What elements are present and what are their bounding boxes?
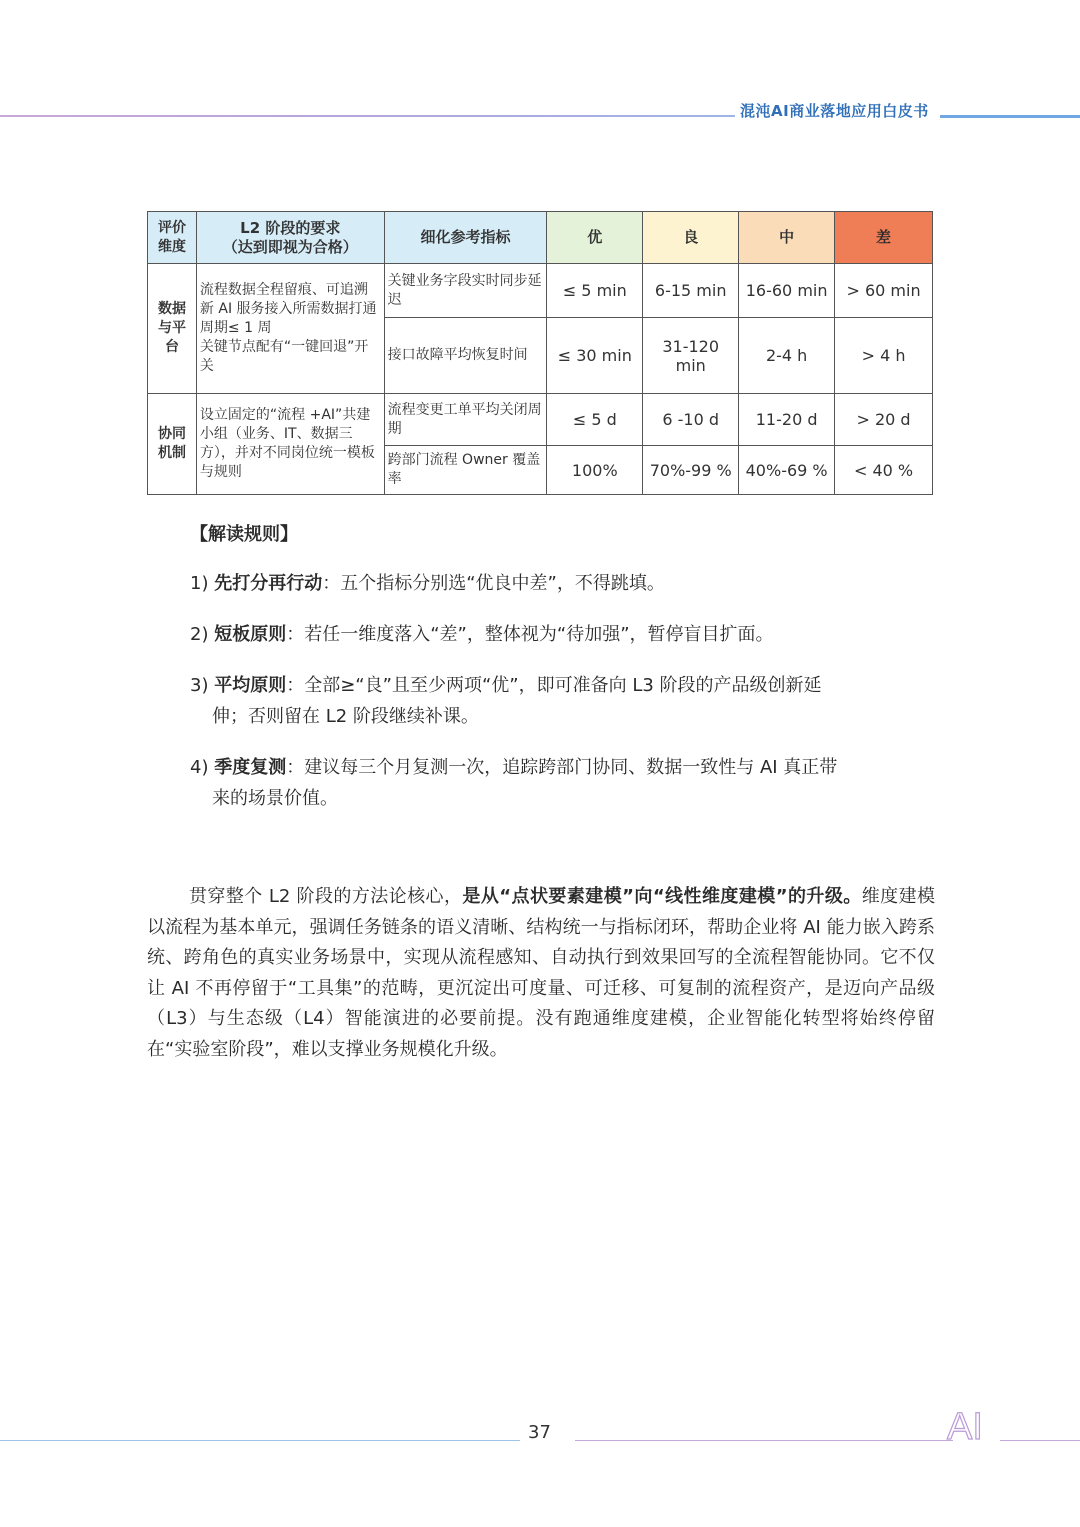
rule-heading: 季度复测 <box>214 757 287 778</box>
rule-text-continued: 来的场景价值。 <box>212 788 338 809</box>
excellent-cell: ≤ 30 min <box>547 318 643 394</box>
indicator-cell: 关键业务字段实时同步延迟 <box>384 264 547 318</box>
rule-item <box>190 568 935 599</box>
table-row <box>148 264 933 318</box>
rules-title: 【解读规则】 <box>190 524 298 545</box>
rule-text: ：建议每三个月复测一次，追踪跨部门协同、数据一致性与 AI 真正带 <box>286 757 838 778</box>
header-requirement-line1: L2 阶段的要求 <box>240 218 341 237</box>
header-dimension: 评价维度 <box>148 212 197 264</box>
rule-heading: 短板原则 <box>214 624 287 645</box>
header-indicator: 细化参考指标 <box>384 212 547 264</box>
poor-cell: < 40 % <box>835 446 933 495</box>
rule-text: ：全部≥“良”且至少两项“优”，即可准备向 L3 阶段的产品级创新延 <box>286 675 822 696</box>
rule-text: ：五个指标分别选“优良中差”，不得跳填。 <box>322 573 665 594</box>
paragraph-bold: 是从“点状要素建模”向“线性维度建模”的升级。 <box>462 886 862 907</box>
poor-cell: > 20 d <box>835 394 933 446</box>
rule-text-continued: 伸；否则留在 L2 阶段继续补课。 <box>212 706 479 727</box>
good-cell: 6 -10 d <box>643 394 739 446</box>
document-title: 混沌AI商业落地应用白皮书 <box>740 102 929 120</box>
good-cell: 6-15 min <box>643 264 739 318</box>
footer-rule-right <box>575 1440 953 1441</box>
rule-number: 2) <box>190 624 209 645</box>
indicator-cell: 跨部门流程 Owner 覆盖率 <box>384 446 547 495</box>
medium-cell: 11-20 d <box>739 394 835 446</box>
requirement-cell: 流程数据全程留痕、可追溯 新 AI 服务接入所需数据打通周期≤ 1 周 关键节点配有“一键回退”开关 <box>196 264 384 394</box>
footer-rule-left <box>0 1440 520 1441</box>
poor-cell: > 60 min <box>835 264 933 318</box>
rule-item <box>190 670 935 732</box>
rule-text: ：若任一维度落入“差”，整体视为“待加强”，暂停盲目扩面。 <box>286 624 774 645</box>
good-cell: 70%-99 % <box>643 446 739 495</box>
page-number: 37 <box>528 1422 551 1443</box>
rule-item <box>190 619 935 650</box>
rule-number: 1) <box>190 573 209 594</box>
poor-cell: > 4 h <box>835 318 933 394</box>
dimension-cell: 协同机制 <box>148 394 197 495</box>
excellent-cell: ≤ 5 min <box>547 264 643 318</box>
indicator-cell: 流程变更工单平均关闭周期 <box>384 394 547 446</box>
header-rule-right <box>940 115 1080 118</box>
ai-logo <box>945 1405 1005 1447</box>
evaluation-table <box>147 211 933 495</box>
table-row <box>148 394 933 446</box>
requirement-cell: 设立固定的“流程 +AI”共建小组（业务、IT、数据三方），并对不同岗位统一模板与规则 <box>196 394 384 495</box>
header-rule-left <box>0 115 735 117</box>
medium-cell: 40%-69 % <box>739 446 835 495</box>
ai-logo-text: AI <box>947 1406 983 1443</box>
indicator-cell: 接口故障平均恢复时间 <box>384 318 547 394</box>
excellent-cell: 100% <box>547 446 643 495</box>
dimension-cell: 数据与平台 <box>148 264 197 394</box>
rule-number: 3) <box>190 675 209 696</box>
header-requirement <box>196 212 384 264</box>
header-requirement-line2: （达到即视为合格） <box>222 237 358 256</box>
paragraph-rest: 维度建模以流程为基本单元，强调任务链条的语义清晰、结构统一与指标闭环，帮助企业将 AI 能力嵌入跨系统、跨角色的真实业务场景中，实现从流程感知、自动执行到效果回写的全流程智能协同。它不仅让 AI 不再停留于“工具集”的范畴，更沉淀出可度量、可迁移、可复制的流程资产，是迈向产品级（L3）与生态级（L4）智能演进的必要前提。没有跑通维度建模，企业智能化转型将始终停留在“实验室阶段”，难以支撑业务规模化升级。 <box>147 886 936 1060</box>
header-good: 良 <box>643 212 739 264</box>
footer-rule-end <box>1000 1440 1080 1441</box>
rule-number: 4) <box>190 757 209 778</box>
paragraph-intro: 贯穿整个 L2 阶段的方法论核心， <box>189 886 463 907</box>
medium-cell: 16-60 min <box>739 264 835 318</box>
excellent-cell: ≤ 5 d <box>547 394 643 446</box>
header-excellent: 优 <box>547 212 643 264</box>
header-poor: 差 <box>835 212 933 264</box>
rule-heading: 平均原则 <box>214 675 287 696</box>
rule-item <box>190 752 935 814</box>
good-cell: 31-120 min <box>643 318 739 394</box>
header-medium: 中 <box>739 212 835 264</box>
rule-heading: 先打分再行动 <box>214 573 323 594</box>
body-paragraph <box>147 882 935 1065</box>
medium-cell: 2-4 h <box>739 318 835 394</box>
